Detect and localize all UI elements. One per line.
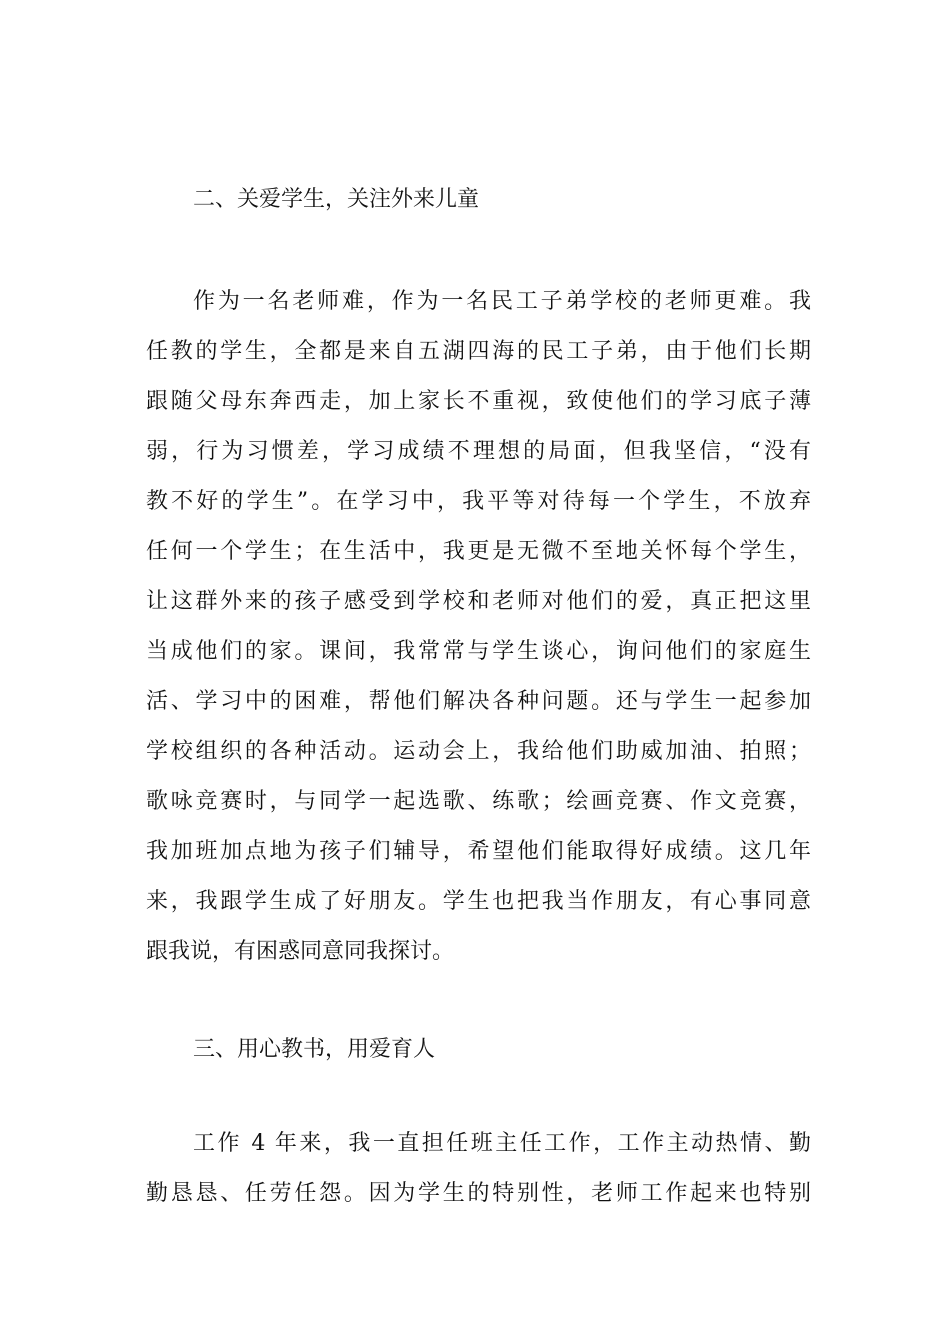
paragraph-line: 作为一名老师难，作为一名民工子弟学校的老师更难。我: [193, 289, 811, 314]
paragraph-line: 来，我跟学生成了好朋友。学生也把我当作朋友，有心事同意: [146, 889, 811, 914]
paragraph-line: 跟我说，有困惑同意同我探讨。: [146, 939, 455, 964]
section-3-paragraph: [146, 1119, 811, 1219]
paragraph-line: 跟随父母东奔西走，加上家长不重视，致使他们的学习底子薄: [146, 389, 811, 414]
section-2-paragraph: [146, 277, 811, 977]
paragraph-line: 让这群外来的孩子感受到学校和老师对他们的爱，真正把这里: [146, 589, 811, 614]
section-3-heading: 三、用心教书，用爱育人: [193, 1037, 436, 1062]
paragraph-line: 活、学习中的困难，帮他们解决各种问题。还与学生一起参加: [146, 689, 811, 714]
paragraph-line: 教不好的学生”。在学习中，我平等对待每一个学生，不放弃: [146, 489, 811, 514]
paragraph-line: 歌咏竞赛时，与同学一起选歌、练歌；绘画竞赛、作文竞赛，: [146, 789, 811, 814]
paragraph-line: 当成他们的家。课间，我常常与学生谈心，询问他们的家庭生: [146, 639, 811, 664]
paragraph-line: 弱，行为习惯差，学习成绩不理想的局面，但我坚信，“没有: [146, 439, 811, 464]
paragraph-line: 学校组织的各种活动。运动会上，我给他们助威加油、拍照；: [146, 739, 811, 764]
paragraph-line: 任教的学生，全都是来自五湖四海的民工子弟，由于他们长期: [146, 339, 811, 364]
paragraph-line: 工作 4 年来，我一直担任班主任工作，工作主动热情、勤: [193, 1131, 811, 1156]
section-2-heading: 二、关爱学生，关注外来儿童: [193, 187, 480, 212]
paragraph-line: 任何一个学生；在生活中，我更是无微不至地关怀每个学生，: [146, 539, 811, 564]
paragraph-line: 我加班加点地为孩子们辅导，希望他们能取得好成绩。这几年: [146, 839, 811, 864]
paragraph-line: 勤恳恳、任劳任怨。因为学生的特别性，老师工作起来也特别: [146, 1181, 811, 1206]
